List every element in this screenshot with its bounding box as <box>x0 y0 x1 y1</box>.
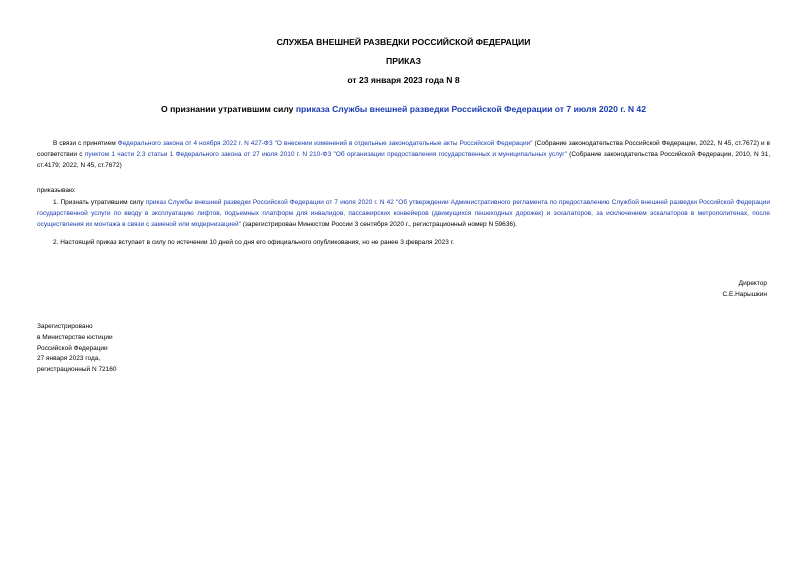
signature-position: Директор <box>738 280 767 287</box>
item-1-paragraph <box>37 197 770 231</box>
registration-line-5: регистрационный N 72160 <box>37 366 117 374</box>
order-word: приказываю: <box>37 187 76 194</box>
item-1-text-1: 1. Признать утратившим силу <box>53 199 146 206</box>
registration-block <box>37 322 237 376</box>
agency-name: СЛУЖБА ВНЕШНЕЙ РАЗВЕДКИ РОССИЙСКОЙ ФЕДЕРАЦИИ <box>276 37 531 47</box>
preamble-paragraph <box>37 138 770 172</box>
doc-date-number: от 23 января 2023 года N 8 <box>347 75 460 85</box>
item-2-paragraph: 2. Настоящий приказ вступает в силу по истечении 10 дней со дня его официального опубликования, но не ранее 3 февраля 2023 г. <box>53 239 455 246</box>
signature-block <box>567 279 767 300</box>
registration-line-4: 27 января 2023 года, <box>37 355 101 363</box>
preamble-text-1: В связи с принятием <box>53 140 118 147</box>
preamble-text-2: (Собрание законодательства Российской Федерации, 2022, N 45, ст.7672) и в соответствии с <box>37 140 770 159</box>
doc-title-prefix: О признании утратившим силу <box>161 104 296 114</box>
doc-title-link[interactable]: приказа Службы внешней разведки Российской Федерации от 7 июля 2020 г. N 42 <box>295 104 646 114</box>
federal-law-427-link[interactable]: Федерального закона от 4 ноября 2022 г. N 427-ФЗ "О внесении изменений в отдельные законодательные акты Российской Федерации" <box>117 140 533 147</box>
preamble-text-3: (Собрание законодательства Российской Федерации, 2010, N 31, ст.4179; 2022, N 45, ст.7672) <box>37 151 770 170</box>
registration-line-1: Зарегистрировано <box>37 323 93 330</box>
doc-type: ПРИКАЗ <box>386 56 421 66</box>
order-42-link[interactable]: приказ Службы внешней разведки Российской Федерации от 7 июля 2020 г. N 42 "Об утверждении Административного регламента по предоставлению Службой внешней разведки Российской Федерации государственной услуги по вводу в эксплуатацию лифтов, подъемных платформ для инвалидов, пассажирских конвейеров (движущихся пешеходных дорожек) и эскалаторов, за исключением эскалаторов в метрополитенах, после осуществления их монтажа в связи с заменой или модернизацией" <box>37 199 770 229</box>
registration-line-3: Российской Федерации <box>37 344 108 352</box>
federal-law-210-link[interactable]: пунктом 1 части 2.3 статьи 1 Федерального закона от 27 июля 2010 г. N 210-ФЗ "Об организации предоставления государственных и муниципальных услуг" <box>84 151 567 159</box>
registration-line-2: в Министерстве юстиции <box>37 333 113 341</box>
item-1-text-2: (зарегистрирован Минюстом России 3 сентября 2020 г., регистрационный номер N 59636). <box>240 221 517 229</box>
doc-title <box>0 104 807 114</box>
signature-name: С.Е.Нарышкин <box>722 290 767 298</box>
